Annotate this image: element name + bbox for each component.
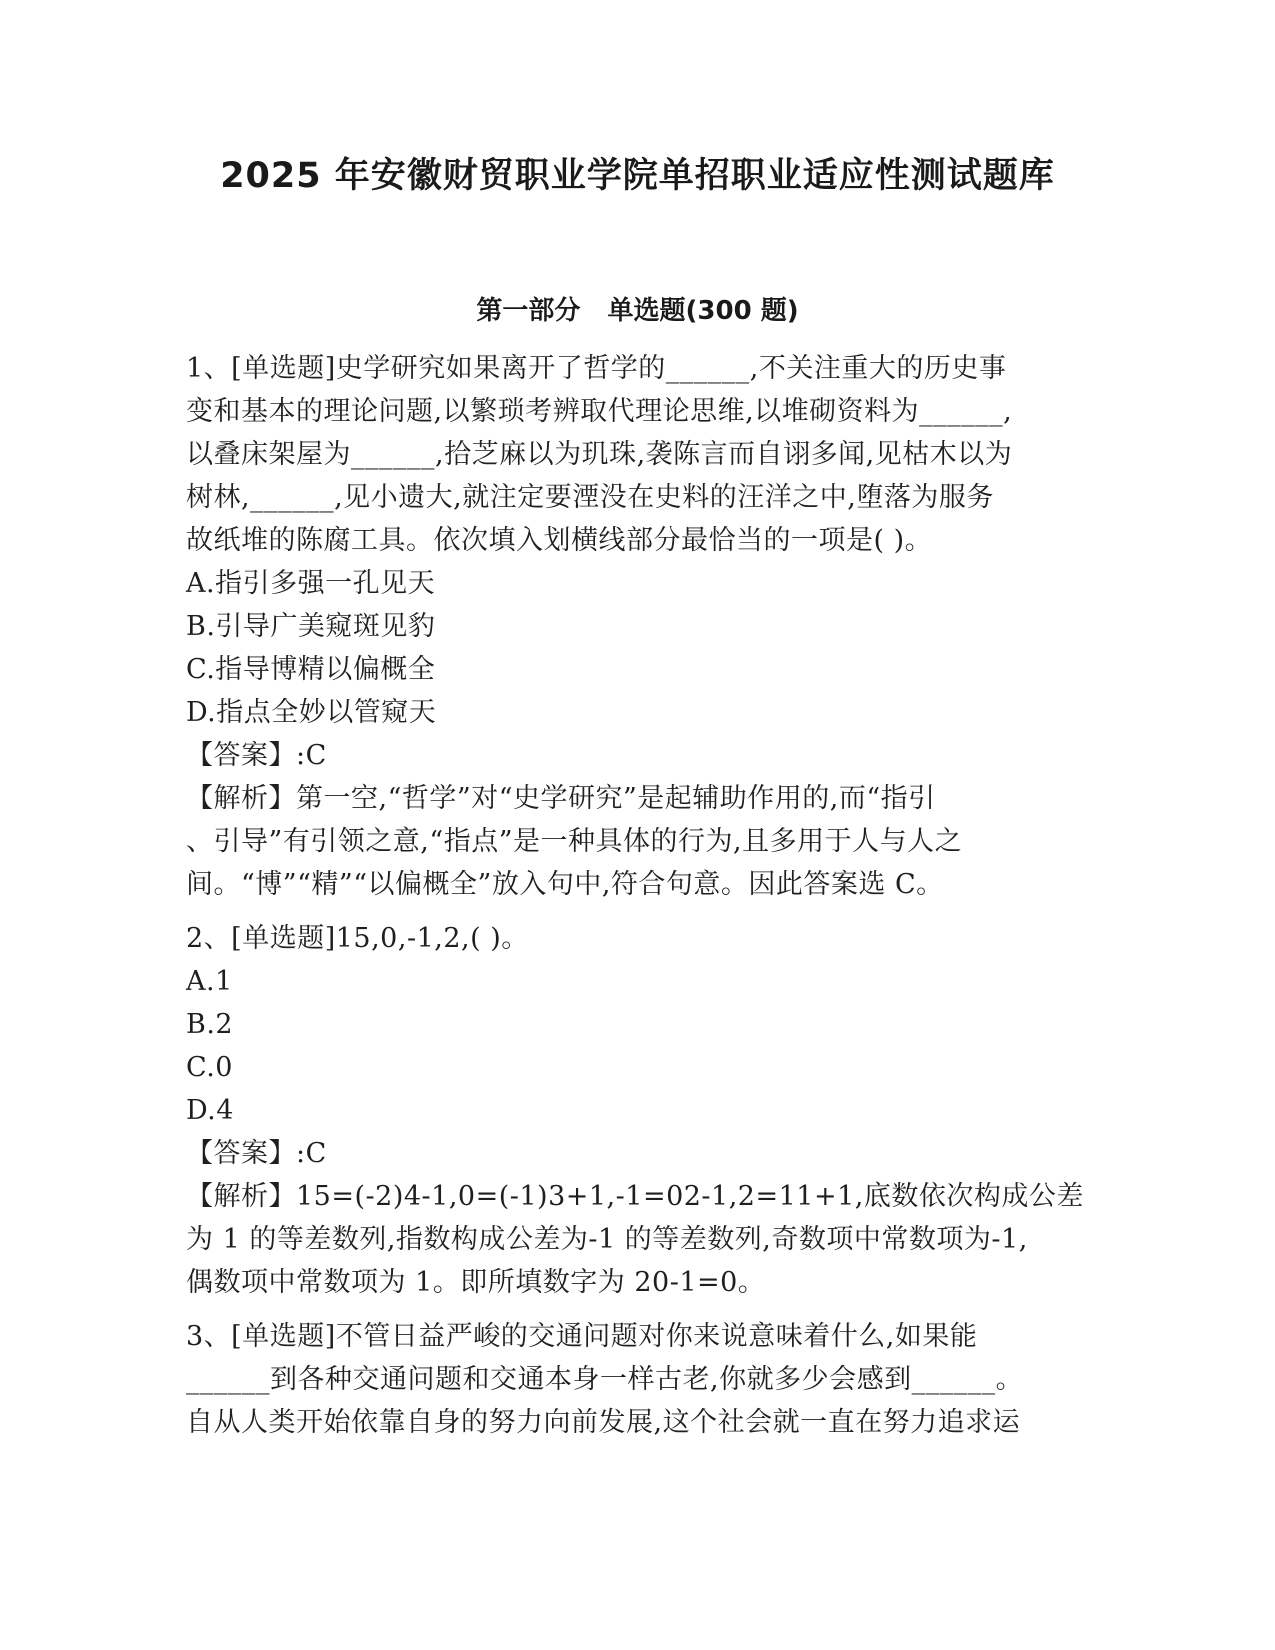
option-b: B.2 xyxy=(186,1009,234,1040)
question-stem-line: 以叠床架屋为______,拾芝麻以为玑珠,袭陈言而自诩多闻,见枯木以为 xyxy=(186,439,1013,470)
option-b: B.引导广美窥斑见豹 xyxy=(186,611,436,642)
question-stem-line: 故纸堆的陈腐工具。依次填入划横线部分最恰当的一项是( )。 xyxy=(186,525,933,556)
option-a: A.指引多强一孔见天 xyxy=(186,568,436,599)
question-2 xyxy=(186,917,1086,1304)
answer-line: 【答案】:C xyxy=(186,1138,327,1169)
question-stem-line: 1、[单选题]史学研究如果离开了哲学的______,不关注重大的历史事 xyxy=(186,353,1007,384)
option-c: C.0 xyxy=(186,1052,233,1083)
question-stem-line: 自从人类开始依靠自身的努力向前发展,这个社会就一直在努力追求运 xyxy=(186,1407,1021,1438)
option-a: A.1 xyxy=(186,966,233,997)
analysis-line: 【解析】第一空,“哲学”对“史学研究”是起辅助作用的,而“指引 xyxy=(186,783,936,814)
option-d: D.4 xyxy=(186,1095,234,1126)
question-stem-line: 3、[单选题]不管日益严峻的交通问题对你来说意味着什么,如果能 xyxy=(186,1321,978,1352)
question-spacer xyxy=(186,1304,1086,1315)
question-1 xyxy=(186,347,1086,906)
question-stem-line: 变和基本的理论问题,以繁琐考辨取代理论思维,以堆砌资料为______, xyxy=(186,396,1013,427)
document-title: 2025 年安徽财贸职业学院单招职业适应性测试题库 xyxy=(220,156,1055,196)
question-3 xyxy=(186,1315,1086,1444)
section-heading: 第一部分 单选题(300 题) xyxy=(476,296,799,326)
question-stem-line: 树林,______,见小遗大,就注定要湮没在史料的汪洋之中,堕落为服务 xyxy=(186,482,994,513)
analysis-line: 间。“博”“精”“以偏概全”放入句中,符合句意。因此答案选 C。 xyxy=(186,869,944,900)
question-stem-line: 2、[单选题]15,0,-1,2,( )。 xyxy=(186,923,529,954)
answer-line: 【答案】:C xyxy=(186,740,327,771)
analysis-line: 【解析】15=(-2)4-1,0=(-1)3+1,-1=02-1,2=11+1,底数依次构成公差 xyxy=(186,1181,1084,1212)
question-spacer xyxy=(186,906,1086,917)
analysis-line: 、引导”有引领之意,“指点”是一种具体的行为,且多用于人与人之 xyxy=(186,826,963,857)
option-d: D.指点全妙以管窥天 xyxy=(186,697,437,728)
analysis-line: 为 1 的等差数列,指数构成公差为-1 的等差数列,奇数项中常数项为-1, xyxy=(186,1224,1028,1255)
document-body xyxy=(186,347,1086,1444)
question-stem-line: ______到各种交通问题和交通本身一样古老,你就多少会感到______。 xyxy=(186,1364,1024,1395)
option-c: C.指导博精以偏概全 xyxy=(186,654,436,685)
analysis-line: 偶数项中常数项为 1。即所填数字为 20-1=0。 xyxy=(186,1267,766,1298)
